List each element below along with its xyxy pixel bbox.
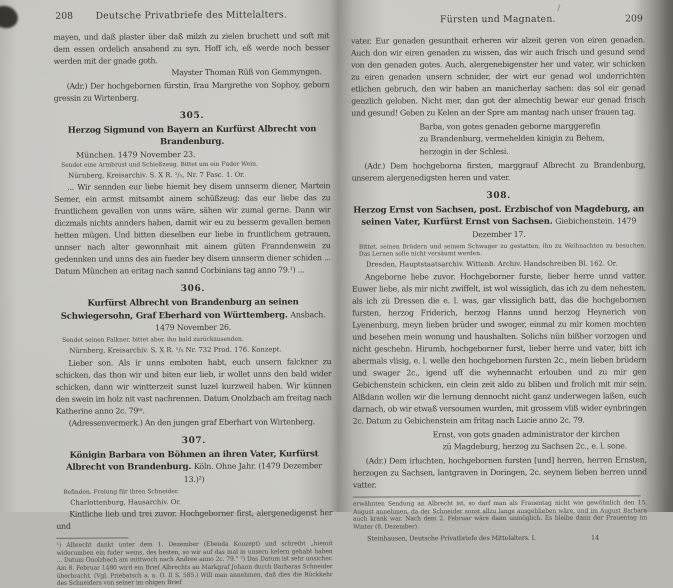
letter-307-body-continuation: vater. Eur genaden gesunthait erheren wir alzeit geren von eiren genaden. Auch don wir eiren genaden zu wissen, das wir auch frisch und gesund send von den genaden gotes. Auch, alergenebigenster her und vater, wir schicken zu eiren genaden unsern schnider, der wirt eur genad wol underrichten etlichen gebruch, den wir haben an manicherlay sachen: das sol eir genad genzlich geloben. Nicht mer, dan got der almechtig bewar eur genad frisch und gesund! Geben zu Kelen an der Spre am mantag nach unser frauen tag. xyxy=(350,35,646,118)
page-header-left xyxy=(53,9,329,24)
letter-308-regest: Bittet, seinen Brüdern und seinem Schwager zu gestatten, ihn zu Weihnachten zu besuchen. Das Lernen solle nicht versäumt werden. xyxy=(358,243,646,258)
letter-308-address: (Adr.) Dem irluchten, hochgebornen fursten [und] herren, herren Ernsten, herzogen zu Sachsen, lantgraven in Doringen, 2c. seynem lieben herren unnd vatter. xyxy=(352,455,647,490)
footnote-separator-right xyxy=(353,496,641,498)
letter-306-regest: Sendet seinen Falkner, bittet aber, ihn bald zurückzusenden. xyxy=(62,337,244,345)
letter-306-source: Nürnberg, Kreisarchiv. S. X R. ¹/₅ Nr. 732 Prod. 176. Konzept. xyxy=(69,345,282,355)
page-number-right: 209 xyxy=(625,13,643,25)
footnote-right: erwähnten Sendung an Albrecht ist, so darf man als Frauentag nicht wie gewöhnlich den 15. August annehmen, da der Schneider sonst allzu lange ausgeblieben wäre, und im August Barbara auch krank war. Nach dem 2. Februar wäre dann unmöglich. Es bleibe dann der Frauentag im Winter (8. Dezember). xyxy=(352,499,648,531)
letter-307-heading: Königin Barbara von Böhmen an ihren Vater, Kurfürst Albrecht von Brandenburg. xyxy=(66,449,319,474)
footnote-separator-left xyxy=(56,538,128,539)
letter-307-dateline: Köln. Ohne Jahr. (1479 Dezember 13.)²) xyxy=(183,461,322,484)
running-title-left: Deutsche Privatbriefe des Mittelalters. xyxy=(95,9,288,22)
letter-308-signature-block xyxy=(433,428,647,454)
letter-306-number: 306. xyxy=(180,284,206,295)
page-left xyxy=(53,9,333,587)
letter-307-body-start: Kintliche lieb und trei zuvor. Hochgeborner first, alergenedigenst her und xyxy=(56,508,333,532)
letter-308-body: Angeborne liebe zuvor. Hochgeborner furste, lieber herre unnd vatter. Euwer liebe, als mir nicht zwiffelt, ist wol wissiglich, das ich zu dem nehesten, als ich zü Dressen die e. l. was, gar vlissiglich batt, das die hochgebornen fursten, herzog Friderich, herzog Hanns unnd herzog Heynerich von Lyenenburg, meyn lieben brüder und swoger, einmal zu mir komen mochten und besehen mein wonung und haushalten. Solichs nün bißher vorzogen und nicht geschehn. Hirumb, hochgeborner furst, lieber herre und vater, bitt ich abermals vlisig, e. l. welle den hochgebornen fursten 2c., mein lieben brüdern und swager 2c., igend uff die wyhennacht erlouben und zu mir gen Gebichenstein schicken, ein clein zeit aldo zu bliben und frolich mit mir sein. Alßdann wollen wir die lernung dennocht nicht ganz underwegen laßen, euch darnach, ob wir etwaß versoumen wurden, mit grossem vliß wider eynbringen 2c. Datum zu Gebichenstein am fritag nach Lucie anno 2c. 79. xyxy=(352,270,647,426)
signature-line: zü Magdeburg, herzog zu Sachsen 2c., e. l. sone. xyxy=(442,441,628,452)
letter-306-heading-block xyxy=(55,297,331,336)
signature-line: Ernst, von gots gnaden administrator der kirchen xyxy=(432,429,620,439)
letter-308-heading: Herzog Ernst von Sachsen, post. Erzbischof von Magdeburg, an seinen Vater, Kurfürst Ernst von Sachsen. xyxy=(353,204,645,228)
signature-line: zu Brandenburg, vermehelden kinigin zu Behem, xyxy=(419,133,605,144)
letter-307-address: (Adr.) Dem hochgeborna firsten, marggrauf Albrecht zu Brandenburg, unserem alergenedigsten heren und vater. xyxy=(351,160,646,183)
footnote-left: ¹) Albrecht dankt unter dem 1. Dezember (Ebenda Konzept) und schreibt „hiemit widerumben ein fuder weins, des besten, so wir auf das mal in unsern kelern gehabt haben ... Datum Onolzbach am mittwoch nach Andree anno 2c. 79.“ ²) Das Datum ist sehr unsicher. Am 8. Februar 1480 wird ein Brief Albrechts an Markgraf Johann durch Barbaras Schneider überbracht. (Vgl. Priebatsch a. a. O. II S. 585.) Will man annehmen, daß dies die Rückkehr des Schneiders von seiner im obigen Brief xyxy=(56,540,333,587)
letter-304-signature: Mayster Thoman Rüß von Gemmyngen. xyxy=(171,67,322,78)
letter-307-number: 307. xyxy=(181,435,207,446)
signature-line: Barba, von gotes genaden geborne marggerefin xyxy=(419,121,601,132)
page-number-left: 208 xyxy=(55,10,74,22)
scan-corner-blot xyxy=(0,3,21,32)
letter-306-heading: Kurfürst Albrecht von Brandenburg an seinen Schwiegersohn, Graf Eberhard von Württemberg. xyxy=(60,297,299,322)
letter-305-number: 305. xyxy=(179,110,205,121)
page-right xyxy=(351,13,647,543)
letter-305-dateline: München. 1479 November 23. xyxy=(76,149,196,160)
letter-308-heading-block xyxy=(352,203,646,242)
letter-305-heading: Herzog Sigmund von Bayern an Kurfürst Albrecht von Brandenburg. xyxy=(67,123,317,148)
page-header-right xyxy=(351,13,645,27)
letter-308-dateline: Giebichenstein. 1479 Dezember 17. xyxy=(472,216,637,240)
signature-line: herzogin in der Schlesi. xyxy=(419,146,509,156)
letter-307-heading-block xyxy=(56,448,332,487)
running-title-right: Fürsten und Magnaten. xyxy=(440,13,556,26)
letter-305-source: Nürnberg, Kreisarchiv. S. X R. ¹/₅, Nr. 7 Fasc. 1. Or. xyxy=(68,170,245,180)
colophon-row xyxy=(353,533,647,543)
letter-306-address: (Adressenvermerk.) An den jungen graf Eberhart von Wirtenberg. xyxy=(68,417,315,428)
letter-307-regest: Befinden. Freiung für ihren Schneider. xyxy=(63,488,179,496)
letter-306-body: Lieber son. Als ir unns emboten habt, euch unsern falckner zu schicken, das thon wir und biten eur lieb, ir wollet unns den bald wider schicken, dann wir wintterzeit sunst luzel kurzweil haben. Wir künnen den swein im holz nit vast nachrennen. Datum Onolzbach am freitag nach Katherine anno 2c. 79ᵗᵉ. xyxy=(55,356,332,416)
letter-308-source: Dresden, Hauptstaatsarchiv. Wittenb. Archiv. Handschreiben Bl. 162. Or. xyxy=(365,259,618,269)
letter-304-address: (Adr.) Der hochgebornen fürstin, frau Margrethe von Sophoy, geborn gressin zu Wirtenberg. xyxy=(53,79,330,103)
letter-307-source: Charlottenburg, Hausarchiv. Or. xyxy=(70,497,182,507)
sheet-number: 14 xyxy=(590,533,600,542)
letter-306-dateline: Ansbach. 1479 November 26. xyxy=(155,310,326,333)
letter-308-number: 308. xyxy=(486,190,511,201)
colophon-text: Steinhausen, Deutsche Privatbriefe des Mittelalters. I. xyxy=(367,533,536,543)
letter-305-body: ... Wir sennden eur liebe hiemit bey disem unnserm diener, Martein Semer, ein armst mitsambt ainem schüßzeug: das eur liebe das zu fruntlichem gevallen von unns wäre, sähen wir zumal gerne. Dann wir diczmals nichts annders haben, damit wir eu zu besserm gevallen bemen hetten mügen. Und bitten dieselben eur liebe in fruntlichem getrauen, unnser nach alter gewonnhait mit ainem güten Franndenwein zu gedennken und unns des ain fueder bey disem unnserm diener schiden ... Datum München an eritag nach sannd Corbinians tag anno 79.¹) ... xyxy=(54,181,331,277)
letter-305-regest: Sendet eine Armbrust und Schießzeug. Bittet um ein Fuder Wein. xyxy=(61,161,258,169)
letter-307-signature-block xyxy=(419,120,645,158)
letter-304-body-end: mayen, und daß plaster über daß milzh zu zielen bruchett und soft mit dem essen ordelich ansahend zu syn. Hoff ich, eß werde noch besser werden mit der gnade goth. xyxy=(53,31,330,66)
